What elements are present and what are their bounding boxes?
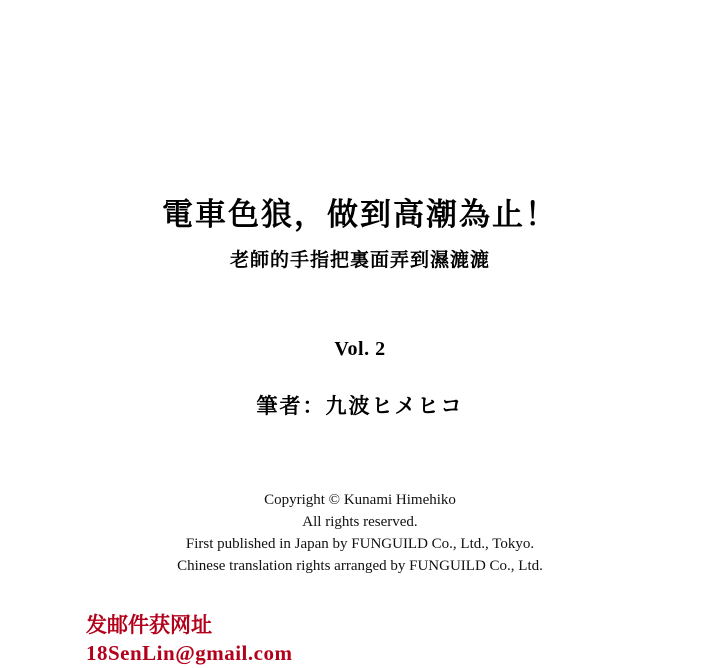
page-subtitle: 老師的手指把裏面弄到濕漉漉: [229, 249, 490, 271]
copyright-block: [0, 489, 720, 577]
copyright-line: Copyright © Kunami Himehiko: [264, 492, 456, 508]
page-title: 電車色狼，做到高潮為止！: [162, 197, 558, 232]
author-label: 筆者：九波ヒメヒコ: [256, 394, 464, 418]
watermark: [86, 611, 292, 668]
watermark-text: 发邮件获网址: [86, 613, 212, 637]
copyright-line: First published in Japan by FUNGUILD Co., Ltd., Tokyo.: [185, 536, 535, 553]
copyright-line: All rights reserved.: [302, 514, 418, 531]
watermark-email: 18SenLin@gmail.com: [86, 641, 293, 666]
volume-label: Vol. 2: [334, 338, 386, 360]
copyright-line: Chinese translation rights arranged by FUNGUILD Co., Ltd.: [177, 558, 543, 575]
title-block: [0, 196, 720, 273]
